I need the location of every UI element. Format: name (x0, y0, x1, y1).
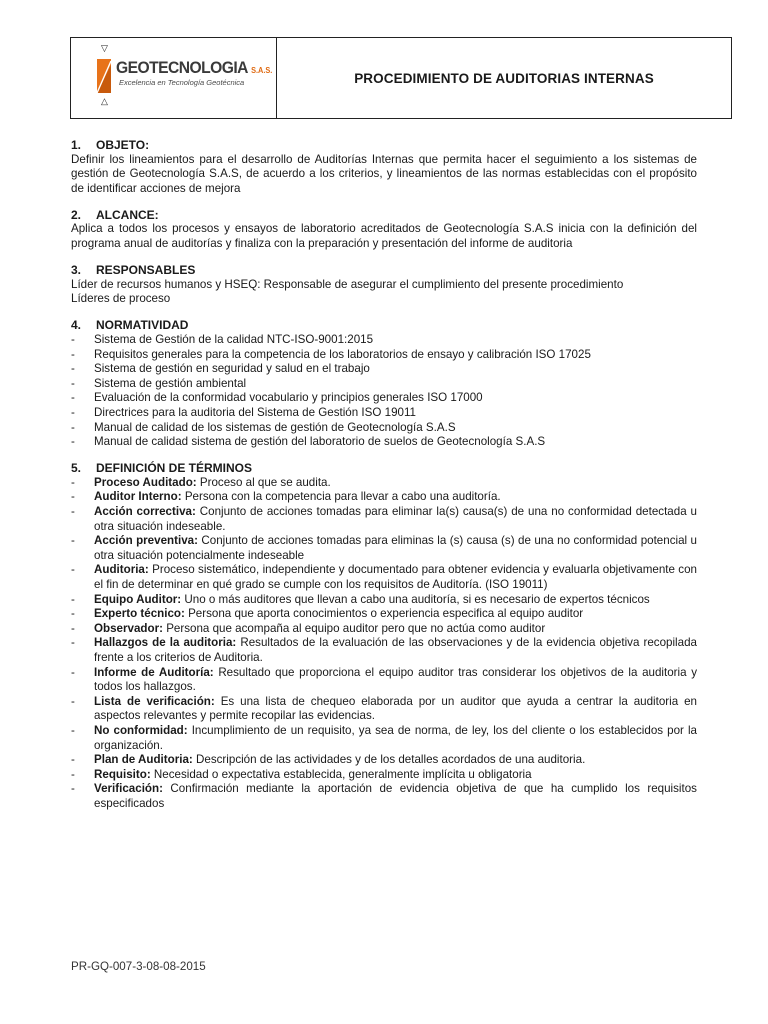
definition-term: No conformidad: (94, 723, 188, 737)
definition-term: Auditoria: (94, 563, 149, 577)
list-item (71, 377, 697, 392)
definition-item (71, 782, 697, 811)
definition-text (94, 666, 697, 695)
definition-text (94, 636, 697, 665)
definition-desc: Resultado que proporciona el equipo auditor tras considerar los objetivos de la auditoria y todos los hallazgos. (94, 665, 697, 694)
definition-term: Lista de verificación: (94, 694, 215, 708)
definition-item (71, 490, 697, 505)
bullet-dash: - (71, 391, 75, 405)
bullet-dash: - (71, 753, 75, 767)
logo-tagline: Excelencia en Tecnología Geotécnica (119, 78, 245, 87)
definition-term: Observador: (94, 621, 163, 635)
bullet-dash: - (71, 534, 75, 548)
definition-desc: Uno o más auditores que llevan a cabo una auditoría, si es necesario de expertos técnicos (184, 592, 650, 606)
definition-item (71, 607, 697, 622)
definition-desc: Persona que aporta conocimientos o experiencia especifica al equipo auditor (188, 607, 584, 621)
section-normatividad (71, 318, 697, 449)
definition-desc: Proceso al que se audita. (199, 475, 331, 489)
definition-desc: Resultados de la evaluación de las observaciones y de la evidencia objetiva recopilada frente a los criterios de Auditoria. (94, 636, 697, 664)
section-line: Líder de recursos humanos y HSEQ: Responsable de asegurar el cumplimiento del presente procedimiento (71, 277, 624, 291)
list-item (71, 391, 697, 406)
bullet-dash: - (71, 362, 75, 376)
definition-text (94, 724, 697, 753)
definition-text (94, 563, 697, 592)
section-line: Líderes de proceso (71, 292, 171, 306)
list-item (71, 435, 697, 450)
definition-term: Acción preventiva: (94, 534, 198, 548)
definition-desc: Conjunto de acciones tomadas para eliminas la (s) causa (s) de una no conformidad potencial u otra situación potencialmente indeseable (94, 534, 697, 562)
definition-item (71, 636, 697, 665)
document-title: PROCEDIMIENTO DE AUDITORIAS INTERNAS (354, 70, 654, 86)
definition-desc: Incumplimiento de un requisito, ya sea de norma, de ley, los del cliente o los establecidos por la organización. (94, 723, 697, 752)
bullet-dash: - (71, 475, 75, 489)
list-item-text: Sistema de Gestión de la calidad NTC-ISO-9001:2015 (94, 333, 374, 347)
list-item-text: Sistema de gestión en seguridad y salud en el trabajo (94, 362, 370, 376)
list-item-text: Requisitos generales para la competencia de los laboratorios de ensayo y calibración ISO 17025 (94, 347, 591, 361)
definition-text (94, 505, 697, 534)
definition-text (94, 768, 697, 783)
definition-item (71, 563, 697, 592)
section-heading (71, 138, 697, 153)
list-item-text: Sistema de gestión ambiental (94, 376, 247, 390)
definition-term: Equipo Auditor: (94, 592, 182, 606)
document-header (70, 37, 732, 119)
bullet-dash: - (71, 723, 75, 737)
bullet-dash: - (71, 420, 75, 434)
definition-text (94, 593, 697, 608)
section-alcance (71, 208, 697, 252)
definition-desc: Proceso sistemático, independiente y documentado para obtener evidencia y evaluarla objetivamente con el fin de determinar en qué grado se cumple con los requisitos de Auditoría. (ISO 19011) (94, 563, 697, 592)
triangle-down-icon: ▽ (101, 43, 108, 53)
triangle-up-icon: △ (101, 96, 108, 106)
list-item-text: Evaluación de la conformidad vocabulario y principios generales ISO 17000 (94, 391, 483, 405)
bullet-dash: - (71, 406, 75, 419)
definition-desc: Confirmación mediante la aportación de evidencia objetiva de que ha cumplido los requisitos especificados (94, 782, 697, 810)
definition-item (71, 695, 697, 724)
definition-term: Hallazgos de la auditoria: (94, 636, 237, 650)
definition-item (71, 593, 697, 608)
definition-term: Plan de Auditoria: (94, 753, 193, 767)
definition-item (71, 724, 697, 753)
section-text: Aplica a todos los procesos y ensayos de laboratorio acreditados de Geotecnología S.A.S inicia con la definición del programa anual de auditorías y finaliza con la preparación y presentación del informe de auditoria (71, 222, 697, 251)
bullet-dash: - (71, 782, 75, 796)
definition-text (94, 753, 697, 768)
section-title: OBJETO: (96, 138, 150, 152)
section-heading (71, 263, 697, 278)
section-definiciones (71, 461, 697, 811)
bullet-dash: - (71, 607, 75, 621)
definition-text (94, 782, 697, 811)
definition-text (94, 622, 697, 637)
definition-text (94, 607, 697, 622)
definition-term: Requisito: (94, 767, 151, 781)
list-item-text: Directrices para la auditoria del Sistema de Gestión ISO 19011 (94, 406, 416, 419)
section-number: 3. (71, 263, 82, 278)
section-title: NORMATIVIDAD (96, 318, 189, 333)
definition-desc: Persona con la competencia para llevar a cabo una auditoría. (184, 490, 501, 504)
definition-term: Auditor Interno: (94, 490, 182, 504)
bullet-dash: - (71, 621, 75, 635)
section-heading (71, 461, 697, 476)
bullet-dash: - (71, 490, 75, 504)
definition-item (71, 534, 697, 563)
bullet-dash: - (71, 592, 75, 606)
bullet-dash: - (71, 665, 75, 679)
bullet-dash: - (71, 505, 75, 519)
definition-text (94, 490, 697, 505)
logo-mark-icon (95, 59, 113, 93)
definition-item (71, 666, 697, 695)
section-heading (71, 208, 697, 223)
section-heading (71, 318, 697, 333)
list-item-text: Manual de calidad sistema de gestión del laboratorio de suelos de Geotecnología S.A.S (94, 435, 546, 449)
definition-desc: Persona que acompaña al equipo auditor pero que no actúa como auditor (166, 621, 546, 635)
logo-name: GEOTECNOLOGIA (116, 58, 248, 77)
definition-desc: Conjunto de acciones tomadas para eliminar la(s) causa(s) de una no conformidad detectada u otra situación indeseable. (94, 505, 697, 533)
definition-desc: Descripción de las actividades y de los detalles acordados de una auditoria. (196, 753, 586, 767)
section-title: RESPONSABLES (96, 263, 196, 278)
list-item (71, 421, 697, 436)
section-objeto (71, 138, 697, 196)
definition-item (71, 505, 697, 534)
definition-desc: Es una lista de chequeo elaborada por un auditor que ayuda a centrar la auditoria en aspectos relevantes y permite recopilar las evidencias. (94, 694, 697, 723)
definition-term: Informe de Auditoría: (94, 665, 214, 679)
bullet-dash: - (71, 694, 75, 708)
section-text: Definir los lineamientos para el desarrollo de Auditorías Internas que permita hacer el seguimiento a los sistemas de gestión de Geotecnología S.A.S, de acuerdo a los criterios, y lineamientos de las normas establecidas con el propósito de identificar acciones de mejora (71, 152, 697, 195)
bullet-dash: - (71, 435, 75, 449)
bullet-dash: - (71, 636, 75, 650)
bullet-dash: - (71, 347, 75, 361)
definition-term: Proceso Auditado: (94, 475, 197, 489)
section-number: 1. (71, 138, 82, 152)
list-item (71, 406, 697, 421)
definition-list (71, 476, 697, 812)
definition-term: Experto técnico: (94, 607, 185, 621)
definition-text (94, 695, 697, 724)
definition-item (71, 476, 697, 491)
section-responsables (71, 263, 697, 307)
section-number: 4. (71, 318, 82, 333)
definition-item (71, 768, 697, 783)
bullet-dash: - (71, 767, 75, 781)
definition-text (94, 534, 697, 563)
list-item-text: Manual de calidad de los sistemas de gestión de Geotecnología S.A.S (94, 420, 456, 434)
definition-term: Acción correctiva: (94, 505, 196, 519)
list-item (71, 333, 697, 348)
section-title: DEFINICIÓN DE TÉRMINOS (96, 461, 253, 476)
definition-item (71, 622, 697, 637)
definition-desc: Necesidad o expectativa establecida, generalmente implícita u obligatoria (153, 767, 532, 781)
list-item (71, 362, 697, 377)
definition-item (71, 753, 697, 768)
document-body (71, 138, 697, 823)
document-code: PR-GQ-007-3-08-08-2015 (71, 960, 206, 973)
bullet-dash: - (71, 376, 75, 390)
definition-text (94, 476, 697, 491)
definition-term: Verificación: (94, 782, 163, 796)
bullet-dash: - (71, 563, 75, 577)
section-number: 5. (71, 461, 82, 476)
list-item (71, 348, 697, 363)
section-title: ALCANCE: (96, 207, 159, 222)
logo-suffix: S.A.S. (251, 66, 273, 75)
section-number: 2. (71, 207, 82, 222)
company-logo (71, 38, 277, 118)
bullet-dash: - (71, 333, 75, 347)
norm-list (71, 333, 697, 450)
